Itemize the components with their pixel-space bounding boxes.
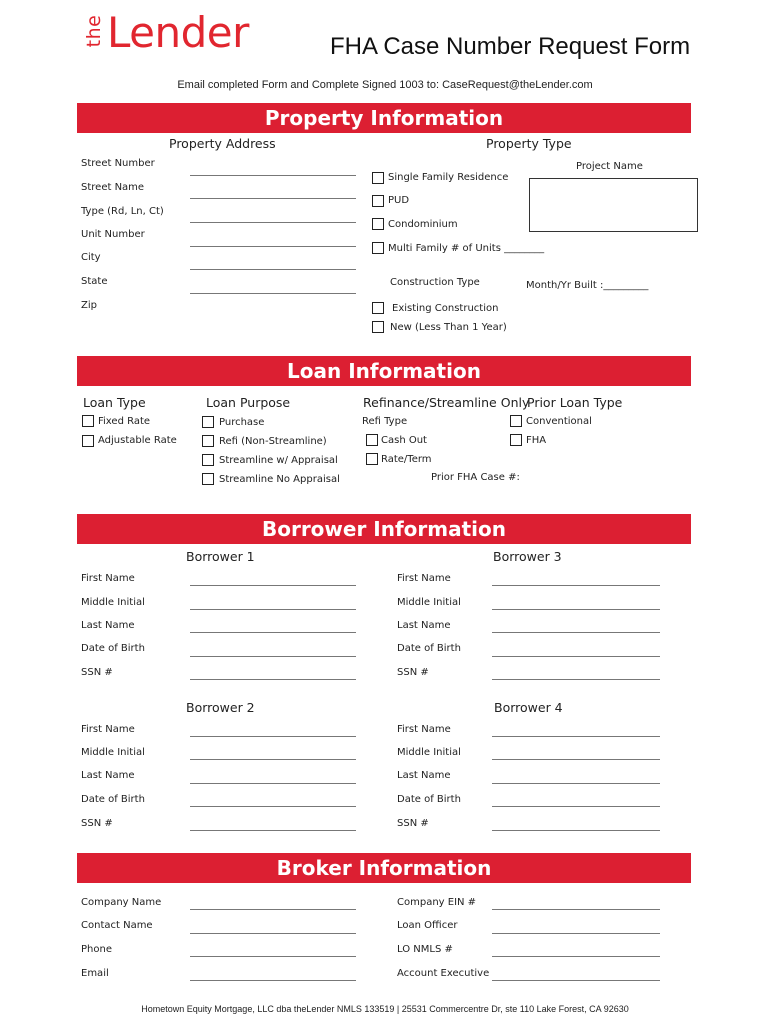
email-label: Email [81,968,109,979]
company-ein-field[interactable] [492,909,660,910]
b4-last-name-field[interactable] [492,783,660,784]
b1-dob-label: Date of Birth [81,643,145,654]
fixed-rate-label: Fixed Rate [98,416,151,427]
prior-fha-case-label: Prior FHA Case #: [431,472,520,483]
b1-middle-initial-field[interactable] [190,609,356,610]
condominium-checkbox[interactable] [372,218,384,230]
b4-ssn-field[interactable] [492,830,660,831]
cash-out-checkbox[interactable] [366,434,378,446]
company-name-label: Company Name [81,897,162,908]
street-number-field[interactable] [190,175,356,176]
b3-first-name-field[interactable] [492,585,660,586]
streamline-appraisal-label: Streamline w/ Appraisal [219,455,338,466]
streamline-no-appraisal-checkbox[interactable] [202,473,214,485]
construction-type-label: Construction Type [390,277,480,288]
refi-streamline-header: Refinance/Streamline Only [363,395,530,410]
b1-dob-field[interactable] [190,656,356,657]
b3-middle-initial-field[interactable] [492,609,660,610]
property-type-header: Property Type [486,136,572,151]
email-field[interactable] [190,980,356,981]
b4-middle-initial-field[interactable] [492,759,660,760]
existing-construction-checkbox[interactable] [372,302,384,314]
single-family-checkbox[interactable] [372,172,384,184]
b3-first-name-label: First Name [397,573,451,584]
account-executive-field[interactable] [492,980,660,981]
b2-last-name-label: Last Name [81,770,135,781]
new-construction-checkbox[interactable] [372,321,384,333]
b4-first-name-field[interactable] [492,736,660,737]
pud-checkbox[interactable] [372,195,384,207]
purchase-checkbox[interactable] [202,416,214,428]
rate-term-checkbox[interactable] [366,453,378,465]
b2-first-name-label: First Name [81,724,135,735]
street-name-field[interactable] [190,198,356,199]
fha-checkbox[interactable] [510,434,522,446]
b1-last-name-field[interactable] [190,632,356,633]
logo-the-text: the [83,14,105,48]
borrower-1-header: Borrower 1 [186,549,255,564]
loan-purpose-header: Loan Purpose [206,395,291,410]
b3-dob-field[interactable] [492,656,660,657]
borrower-2-header: Borrower 2 [186,700,255,715]
phone-field[interactable] [190,956,356,957]
b2-dob-field[interactable] [190,806,356,807]
broker-section-header: Broker Information [77,853,691,883]
b4-last-name-label: Last Name [397,770,451,781]
b1-middle-initial-label: Middle Initial [81,597,145,608]
street-type-label: Type (Rd, Ln, Ct) [81,206,164,217]
contact-name-field[interactable] [190,933,356,934]
multi-family-label: Multi Family # of Units ________ [388,243,545,254]
fixed-rate-checkbox[interactable] [82,415,94,427]
unit-number-field[interactable] [190,246,356,247]
month-yr-built-label: Month/Yr Built :_________ [526,280,649,291]
lo-nmls-field[interactable] [492,956,660,957]
b2-middle-initial-field[interactable] [190,759,356,760]
state-label: State [81,276,108,287]
contact-name-label: Contact Name [81,920,153,931]
b3-ssn-label: SSN # [397,667,429,678]
adjustable-rate-label: Adjustable Rate [98,435,177,446]
b4-middle-initial-label: Middle Initial [397,747,461,758]
loan-officer-field[interactable] [492,933,660,934]
conventional-label: Conventional [526,416,592,427]
borrower-4-header: Borrower 4 [494,700,563,715]
property-address-header: Property Address [169,136,276,151]
purchase-label: Purchase [219,417,265,428]
refi-type-label: Refi Type [362,416,408,427]
zip-label: Zip [81,300,97,311]
rate-term-label: Rate/Term [381,454,432,465]
city-label: City [81,252,101,263]
loan-section-header: Loan Information [77,356,691,386]
streamline-appraisal-checkbox[interactable] [202,454,214,466]
phone-label: Phone [81,944,112,955]
property-section-header: Property Information [77,103,691,133]
instructions-text: Email completed Form and Complete Signed 1003 to: CaseRequest@theLender.com [177,79,593,91]
existing-construction-label: Existing Construction [392,303,499,314]
b4-dob-label: Date of Birth [397,794,461,805]
b4-ssn-label: SSN # [397,818,429,829]
project-name-field[interactable] [529,178,698,232]
borrower-3-header: Borrower 3 [493,549,562,564]
project-name-label: Project Name [576,161,643,172]
city-field[interactable] [190,269,356,270]
logo-lender-text: Lender [107,8,249,57]
state-field[interactable] [190,293,356,294]
pud-label: PUD [388,195,410,206]
b3-last-name-label: Last Name [397,620,451,631]
multi-family-checkbox[interactable] [372,242,384,254]
b2-ssn-label: SSN # [81,818,113,829]
b1-last-name-label: Last Name [81,620,135,631]
adjustable-rate-checkbox[interactable] [82,435,94,447]
b2-middle-initial-label: Middle Initial [81,747,145,758]
cash-out-label: Cash Out [381,435,427,446]
b2-dob-label: Date of Birth [81,794,145,805]
b2-last-name-field[interactable] [190,783,356,784]
b1-ssn-label: SSN # [81,667,113,678]
streamline-no-appraisal-label: Streamline No Appraisal [219,474,340,485]
refi-non-streamline-label: Refi (Non-Streamline) [219,436,327,447]
street-number-label: Street Number [81,158,155,169]
b1-ssn-field[interactable] [190,679,356,680]
borrower-section-header: Borrower Information [77,514,691,544]
new-construction-label: New (Less Than 1 Year) [390,322,507,333]
loan-officer-label: Loan Officer [397,920,458,931]
street-name-label: Street Name [81,182,145,193]
b2-ssn-field[interactable] [190,830,356,831]
refi-non-streamline-checkbox[interactable] [202,435,214,447]
b4-first-name-label: First Name [397,724,451,735]
loan-type-header: Loan Type [83,395,146,410]
b3-dob-label: Date of Birth [397,643,461,654]
b3-last-name-field[interactable] [492,632,660,633]
account-executive-label: Account Executive [397,968,490,979]
b3-ssn-field[interactable] [492,679,660,680]
conventional-checkbox[interactable] [510,415,522,427]
b2-first-name-field[interactable] [190,736,356,737]
b1-first-name-label: First Name [81,573,135,584]
fha-label: FHA [526,435,547,446]
b4-dob-field[interactable] [492,806,660,807]
lo-nmls-label: LO NMLS # [397,944,453,955]
company-name-field[interactable] [190,909,356,910]
condominium-label: Condominium [388,219,458,230]
footer-text: Hometown Equity Mortgage, LLC dba theLender NMLS 133519 | 25531 Commercentre Dr, ste 110 Lake Forest, CA 92630 [141,1004,629,1014]
single-family-label: Single Family Residence [388,172,509,183]
page-title: FHA Case Number Request Form [330,33,691,60]
b3-middle-initial-label: Middle Initial [397,597,461,608]
street-type-field[interactable] [190,222,356,223]
prior-loan-type-header: Prior Loan Type [527,395,623,410]
company-ein-label: Company EIN # [397,897,477,908]
unit-number-label: Unit Number [81,229,145,240]
b1-first-name-field[interactable] [190,585,356,586]
